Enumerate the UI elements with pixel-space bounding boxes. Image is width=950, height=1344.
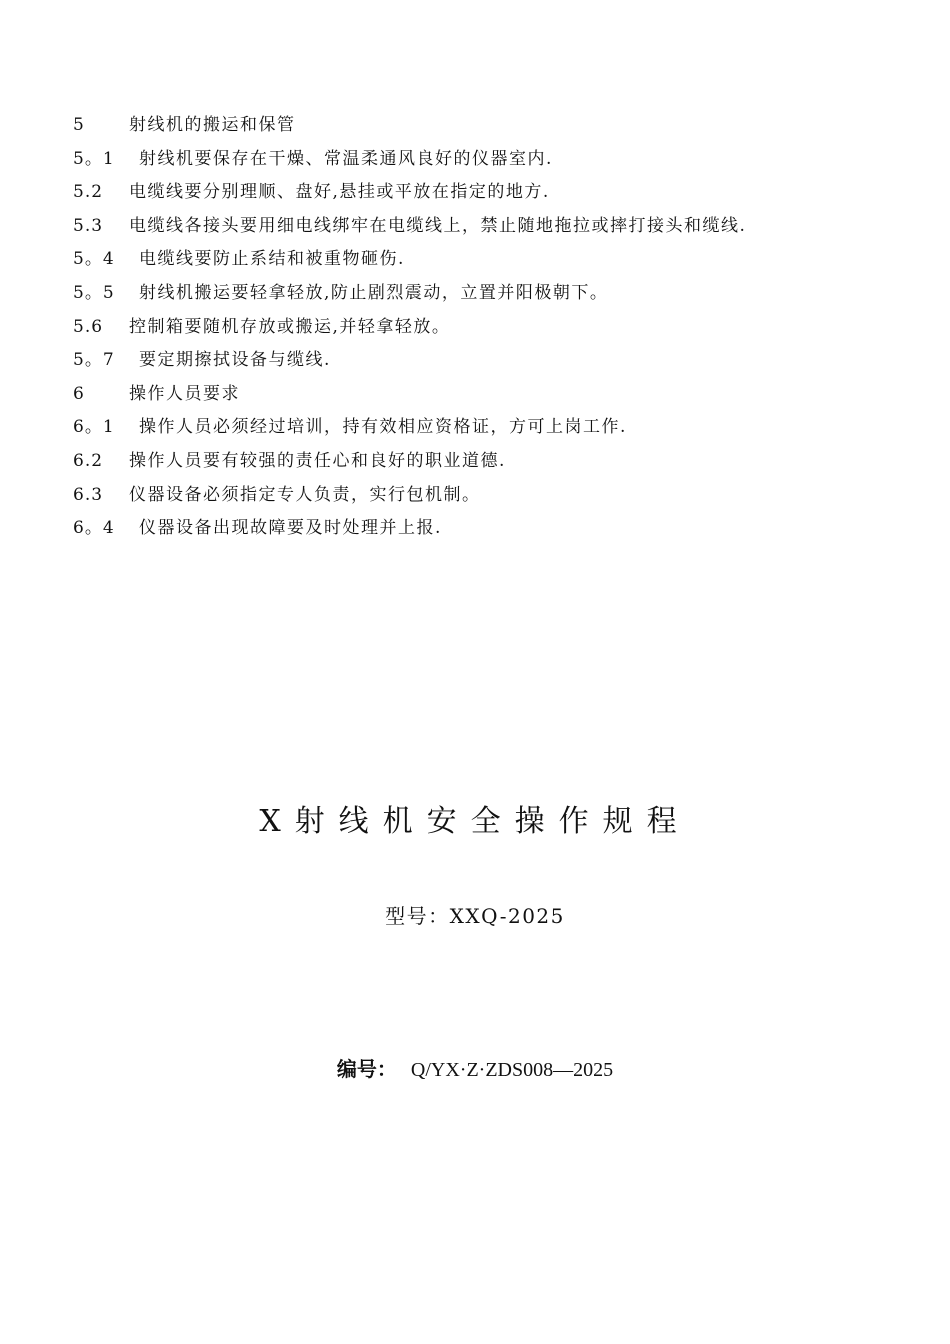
model-number: 型号：XXQ-2025 (385, 904, 565, 928)
list-item (73, 110, 893, 144)
item-number: 6.2 (73, 450, 104, 471)
item-text: 操作人员要有较强的责任心和良好的职业道德. (129, 450, 506, 471)
item-number: 5.3 (73, 215, 104, 236)
item-text: 操作人员必须经过培训，持有效相应资格证，方可上岗工作. (139, 417, 627, 438)
item-number: 6 (73, 383, 85, 404)
list-item (73, 278, 893, 312)
list-item (73, 345, 893, 379)
item-number: 6.3 (73, 484, 104, 505)
item-number: 5.2 (73, 182, 104, 203)
item-text: 仪器设备出现故障要及时处理并上报. (139, 518, 442, 539)
item-number: 5 (73, 115, 85, 135)
item-text: 射线机搬运要轻拿轻放,防止剧烈震动，立置并阳极朝下。 (139, 282, 609, 303)
item-number: 5。4 (73, 249, 115, 270)
item-number: 5。1 (73, 148, 115, 169)
item-number: 5.6 (73, 316, 104, 337)
item-number: 5。7 (73, 350, 115, 371)
list-item (73, 244, 893, 278)
section-list (73, 110, 893, 547)
item-text: 仪器设备必须指定专人负责，实行包机制。 (129, 484, 481, 505)
item-text: 射线机的搬运和保管 (129, 115, 296, 135)
list-item (73, 144, 893, 178)
item-number: 6。1 (73, 417, 115, 438)
list-item (73, 446, 893, 480)
list-item (73, 211, 893, 245)
item-text: 控制箱要随机存放或搬运,并轻拿轻放。 (129, 316, 451, 337)
item-text: 电缆线各接头要用细电线绑牢在电缆线上，禁止随地拖拉或摔打接头和缆线. (129, 215, 747, 236)
item-number: 5。5 (73, 282, 115, 303)
document-code (0, 1053, 950, 1082)
list-item (73, 312, 893, 346)
item-text: 电缆线要防止系结和被重物砸伤. (139, 249, 405, 270)
item-text: 要定期擦拭设备与缆线. (139, 350, 331, 371)
list-item (73, 379, 893, 413)
item-text: 操作人员要求 (129, 383, 240, 404)
list-item (73, 513, 893, 547)
list-item (73, 177, 893, 211)
document-code-label: 编号： (336, 1057, 397, 1081)
document-title: X射线机安全操作规程 (259, 804, 691, 839)
item-text: 射线机要保存在干燥、常温柔通风良好的仪器室内. (139, 148, 553, 169)
item-text: 电缆线要分别理顺、盘好,悬挂或平放在指定的地方. (129, 182, 550, 203)
document-code-value: Q/YX·Z·ZDS008—2025 (410, 1059, 614, 1081)
list-item (73, 412, 893, 446)
list-item (73, 480, 893, 514)
item-number: 6。4 (73, 518, 115, 539)
